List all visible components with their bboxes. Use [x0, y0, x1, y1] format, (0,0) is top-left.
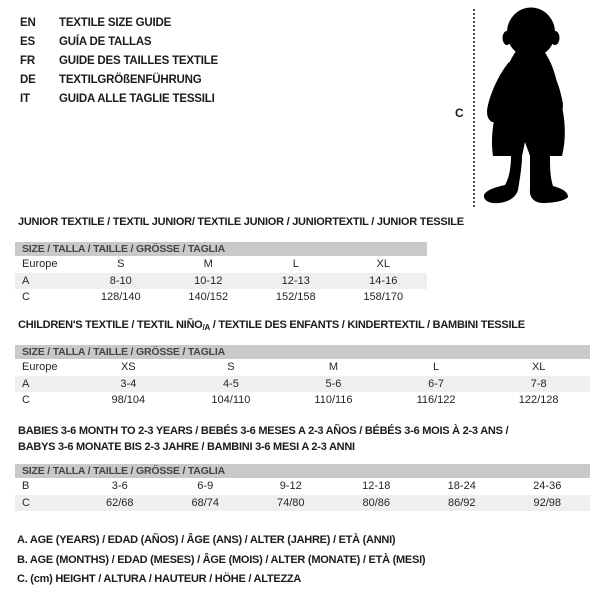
table-cell: 6-7	[428, 377, 445, 390]
guide-title: GUIDE DES TAILLES TEXTILE	[59, 54, 218, 67]
row-label: Europe	[22, 361, 58, 374]
babies-size-table	[15, 464, 590, 511]
section-title-babies-line1: BABIES 3-6 MONTH TO 2-3 YEARS / BEBÉS 3-6 MESES A 2-3 AÑOS / BÉBÉS 3-6 MOIS À 2-3 ANS /	[18, 425, 509, 437]
size-header-bar: SIZE / TALLA / TAILLE / GRÖSSE / TAGLIA	[15, 242, 427, 256]
table-cell: 110/116	[314, 394, 353, 407]
table-cell: S	[117, 258, 125, 271]
legend-line-age-months: B. AGE (MONTHS) / EDAD (MESES) / ÂGE (MOIS) / ALTER (MONATE) / ETÀ (MESI)	[17, 553, 426, 566]
height-measure-label: C	[455, 106, 464, 120]
table-cell: XL	[531, 361, 546, 374]
language-code: EN	[20, 16, 36, 29]
section-title-children	[18, 319, 525, 332]
section-title-children-sub: /A	[202, 323, 210, 332]
language-row-de	[20, 70, 218, 89]
table-cell: 4-5	[222, 377, 239, 390]
table-cell: 14-16	[369, 274, 398, 287]
table-cell: 3-4	[120, 377, 137, 390]
table-cell: 62/68	[105, 496, 134, 509]
size-header-bar: SIZE / TALLA / TAILLE / GRÖSSE / TAGLIA	[15, 464, 590, 478]
row-label: A	[22, 274, 30, 287]
table-cell: 140/152	[188, 291, 229, 304]
row-label: C	[22, 291, 30, 304]
table-cell: L	[292, 258, 299, 271]
table-cell: XS	[120, 361, 136, 374]
table-cell: 122/128	[518, 394, 559, 407]
table-cell: 80/86	[362, 496, 391, 509]
junior-size-table	[15, 242, 427, 306]
table-cell: 8-10	[109, 274, 132, 287]
table-cell: 18-24	[447, 480, 476, 493]
table-row-age	[15, 376, 590, 393]
language-code: IT	[20, 92, 30, 105]
row-label: Europe	[22, 258, 58, 271]
table-cell: 6-9	[197, 480, 214, 493]
language-code: FR	[20, 54, 35, 67]
table-cell: 5-6	[325, 377, 342, 390]
table-cell: XL	[376, 258, 390, 271]
children-size-table	[15, 345, 590, 409]
section-title-junior: JUNIOR TEXTILE / TEXTIL JUNIOR/ TEXTILE JUNIOR / JUNIORTEXTIL / JUNIOR TESSILE	[18, 216, 464, 228]
height-measure-dotted-line	[473, 9, 475, 207]
table-cell: 92/98	[533, 496, 562, 509]
table-row-height	[15, 289, 427, 306]
table-cell: 24-36	[533, 480, 562, 493]
table-row-months	[15, 478, 590, 495]
table-cell: 128/140	[100, 291, 141, 304]
table-cell: 68/74	[191, 496, 220, 509]
table-row-age	[15, 273, 427, 290]
table-cell: 9-12	[279, 480, 302, 493]
table-cell: 86/92	[447, 496, 476, 509]
table-row-europe	[15, 256, 427, 273]
row-label: A	[22, 377, 30, 390]
size-header-bar: SIZE / TALLA / TAILLE / GRÖSSE / TAGLIA	[15, 345, 590, 359]
baby-silhouette-icon	[479, 6, 575, 206]
guide-title: TEXTILE SIZE GUIDE	[59, 16, 172, 29]
table-row-height	[15, 392, 590, 409]
table-cell: 104/110	[211, 394, 251, 407]
table-cell: S	[227, 361, 235, 374]
language-code: ES	[20, 35, 35, 48]
row-label: B	[22, 480, 30, 493]
row-label: C	[22, 496, 30, 509]
language-title-list	[20, 13, 218, 108]
table-cell: 74/80	[276, 496, 305, 509]
table-cell: L	[433, 361, 440, 374]
language-row-fr	[20, 51, 218, 70]
guide-title: GUIDA ALLE TAGLIE TESSILI	[59, 92, 215, 105]
table-cell: 12-18	[362, 480, 391, 493]
legend-line-height: C. (cm) HEIGHT / ALTURA / HAUTEUR / HÖHE / ALTEZZA	[17, 573, 302, 585]
section-title-children-pre: CHILDREN'S TEXTILE / TEXTIL NIÑO	[18, 319, 203, 331]
guide-title: TEXTILGRÖßENFÜHRUNG	[59, 73, 202, 86]
table-cell: 152/158	[275, 291, 316, 304]
section-title-babies-line2: BABYS 3-6 MONATE BIS 2-3 JAHRE / BAMBINI 3-6 MESI A 2-3 ANNI	[18, 440, 355, 453]
table-row-height	[15, 495, 590, 512]
table-cell: M	[203, 258, 213, 271]
section-title-babies	[18, 424, 508, 455]
table-cell: 116/122	[416, 394, 456, 407]
table-cell: 98/104	[111, 394, 146, 407]
table-cell: 3-6	[111, 480, 128, 493]
guide-title: GUÍA DE TALLAS	[59, 35, 152, 48]
table-cell: 12-13	[281, 274, 310, 287]
language-row-en	[20, 13, 218, 32]
table-cell: 10-12	[194, 274, 223, 287]
table-cell: 158/170	[363, 291, 404, 304]
table-cell: M	[328, 361, 339, 374]
table-row-europe	[15, 359, 590, 376]
row-label: C	[22, 394, 30, 407]
language-row-es	[20, 32, 218, 51]
measurement-legend	[17, 531, 425, 590]
table-cell: 7-8	[530, 377, 547, 390]
language-code: DE	[20, 73, 36, 86]
section-title-children-post: / TEXTILE DES ENFANTS / KINDERTEXTIL / BAMBINI TESSILE	[209, 319, 525, 331]
language-row-it	[20, 89, 218, 108]
legend-line-age-years: A. AGE (YEARS) / EDAD (AÑOS) / ÂGE (ANS) / ALTER (JAHRE) / ETÀ (ANNI)	[17, 534, 396, 546]
